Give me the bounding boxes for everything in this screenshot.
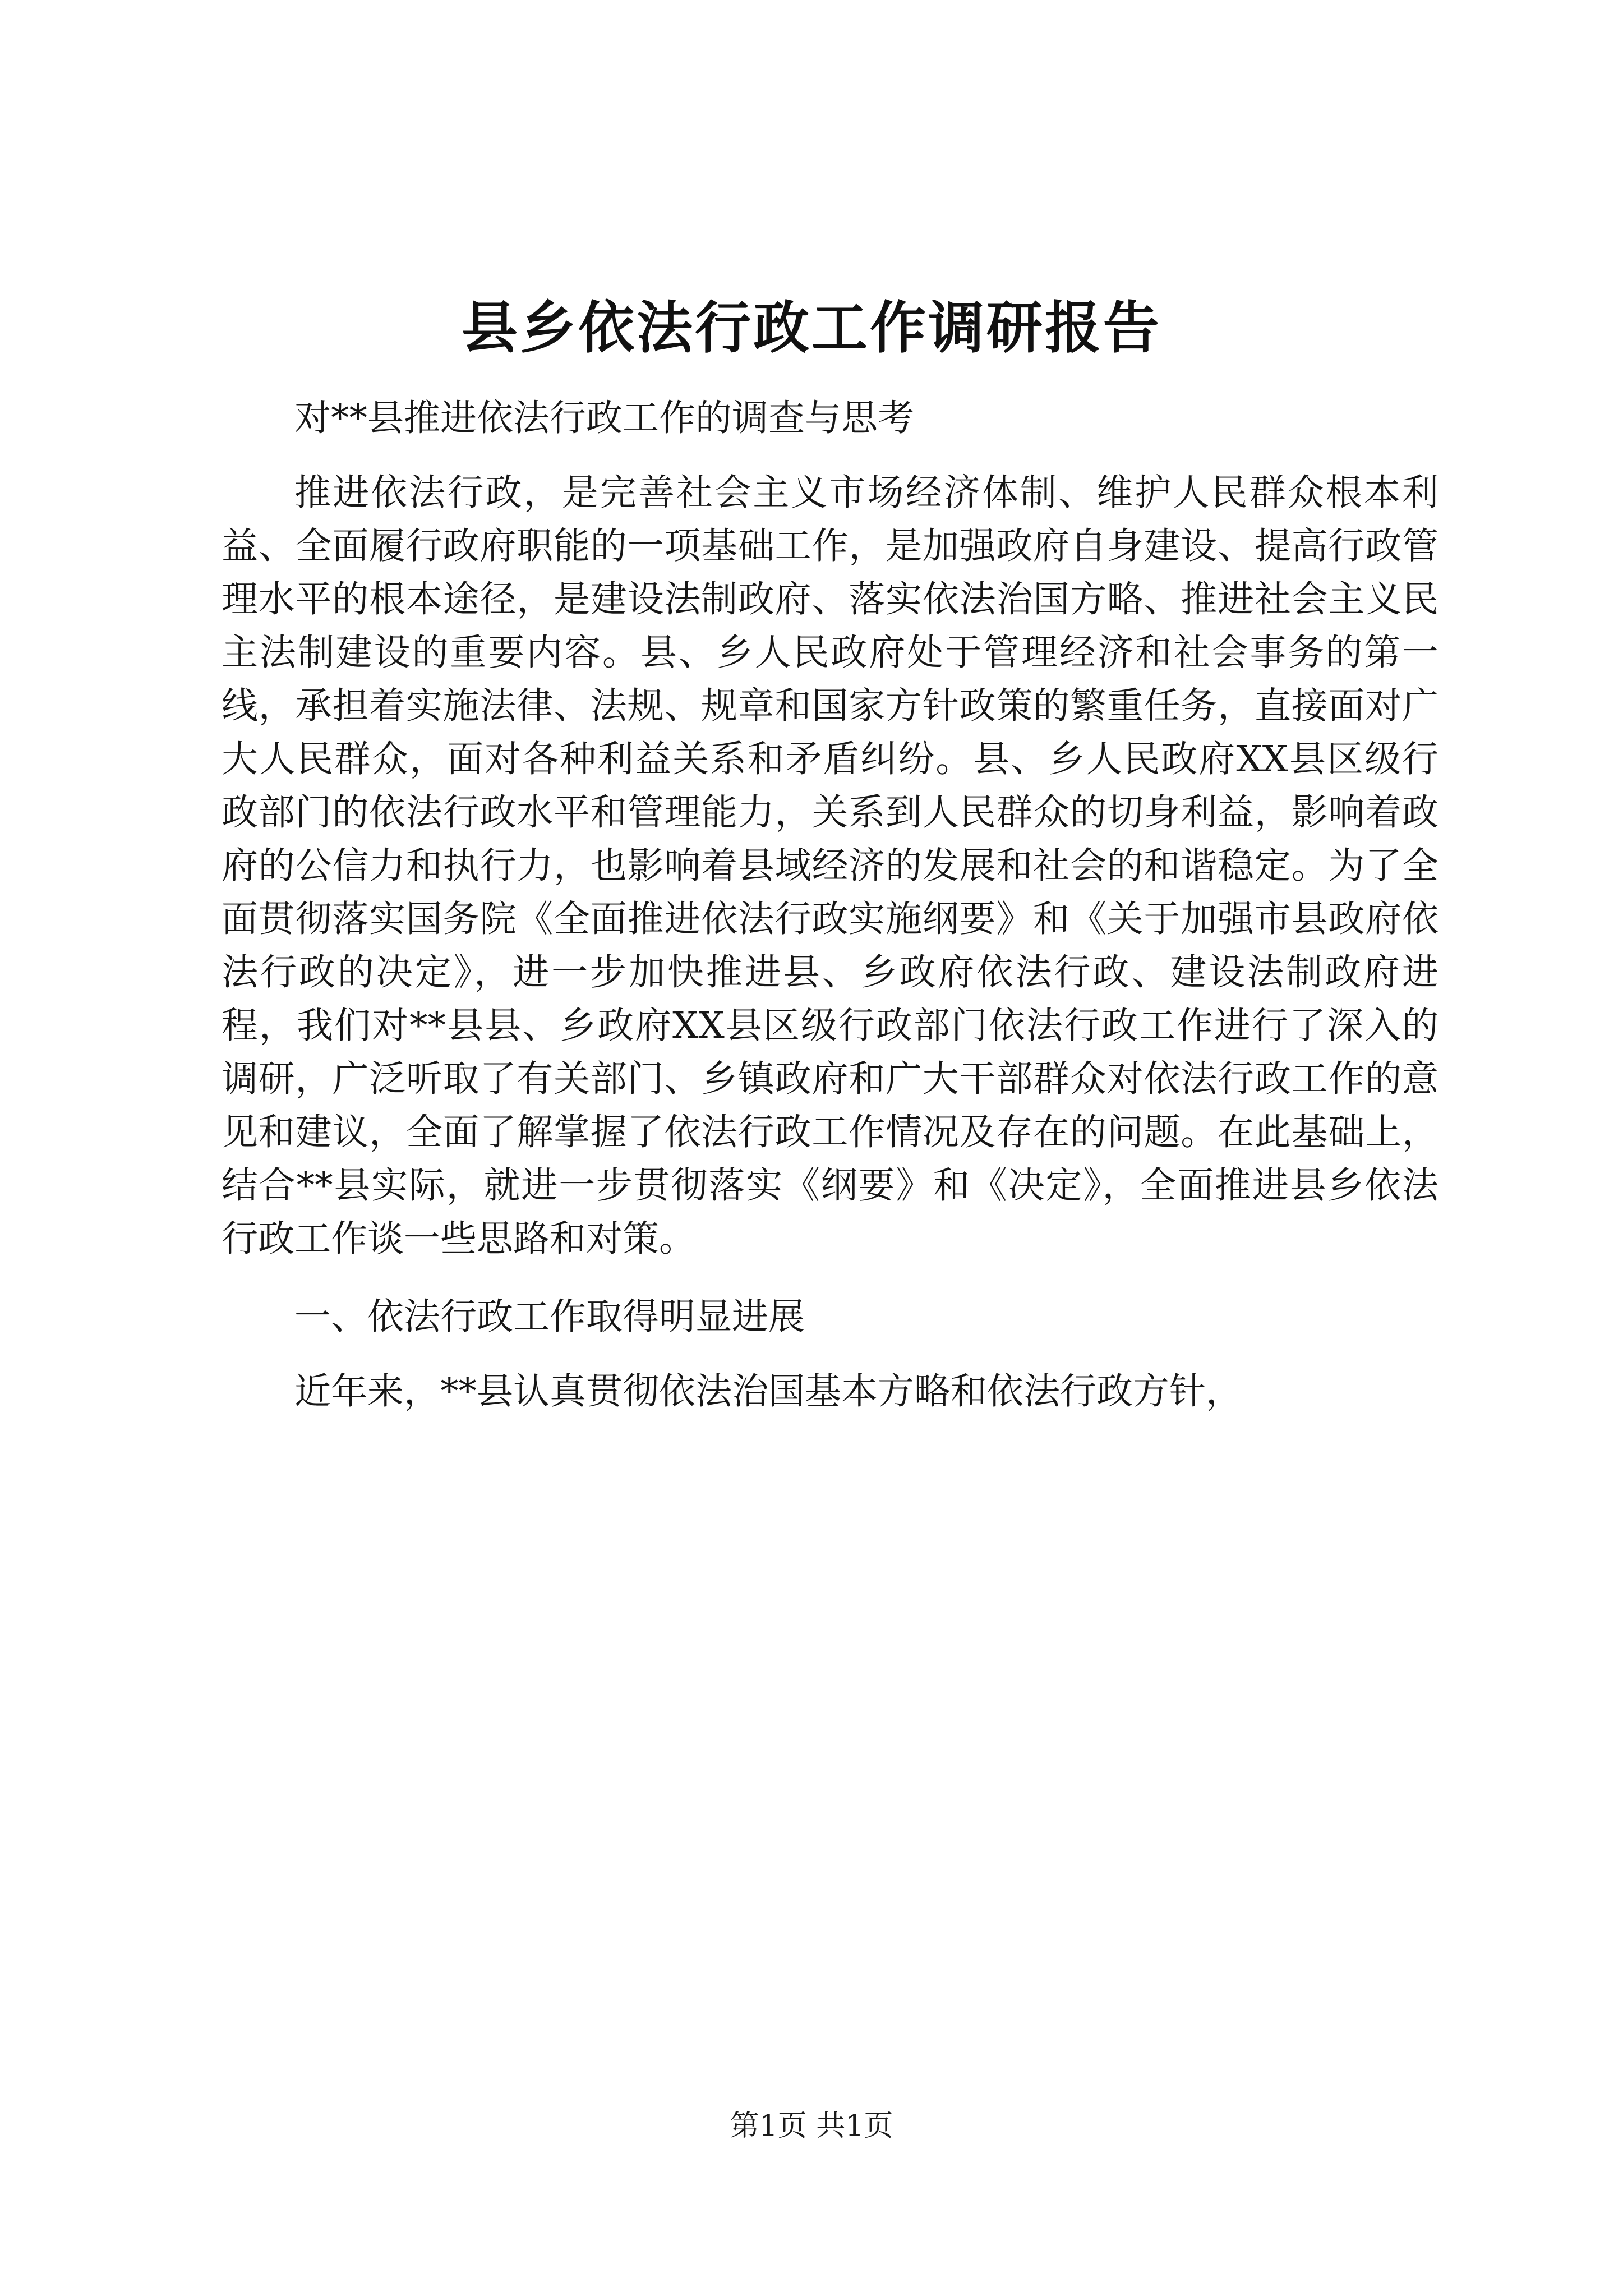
page-number-footer: 第1页 共1页 (730, 2109, 893, 2143)
document-body (222, 392, 1438, 1443)
intro-paragraph: 推进依法行政，是完善社会主义市场经济体制、维护人民群众根本利益、全面履行政府职能的一项基础工作，是加强政府自身建设、提高行政管理水平的根本途径，是建设法制政府、落实依法治国方略、推进社会主义民主法制建设的重要内容。县、乡人民政府处于管理经济和社会事务的第一线，承担着实施法律、法规、规章和国家方针政策的繁重任务，直接面对广大人民群众，面对各种利益关系和矛盾纠纷。县、乡人民政府XX县区级行政部门的依法行政水平和管理能力，关系到人民群众的切身利益，影响着政府的公信力和执行力，也影响着县域经济的发展和社会的和谐稳定。为了全面贯彻落实国务院《全面推进依法行政实施纲要》和《关于加强市县政府依法行政的决定》，进一步加快推进县、乡政府依法行政、建设法制政府进程，我们对**县县、乡政府XX县区级行政部门依法行政工作进行了深入的调研，广泛听取了有关部门、乡镇政府和广大干部群众对依法行政工作的意见和建议，全面了解掌握了依法行政工作情况及存在的问题。在此基础上，结合**县实际，就进一步贯彻落实《纲要》和《决定》，全面推进县乡依法行政工作谈一些思路和对策。 (222, 472, 1438, 1260)
document-subtitle: 对**县推进依法行政工作的调查与思考 (294, 397, 915, 439)
section-heading: 一、依法行政工作取得明显进展 (294, 1296, 805, 1338)
document-title: 县乡依法行政工作调研报告 (462, 295, 1161, 361)
section-paragraph: 近年来，**县认真贯彻依法治国基本方略和依法行政方针， (294, 1370, 1243, 1412)
